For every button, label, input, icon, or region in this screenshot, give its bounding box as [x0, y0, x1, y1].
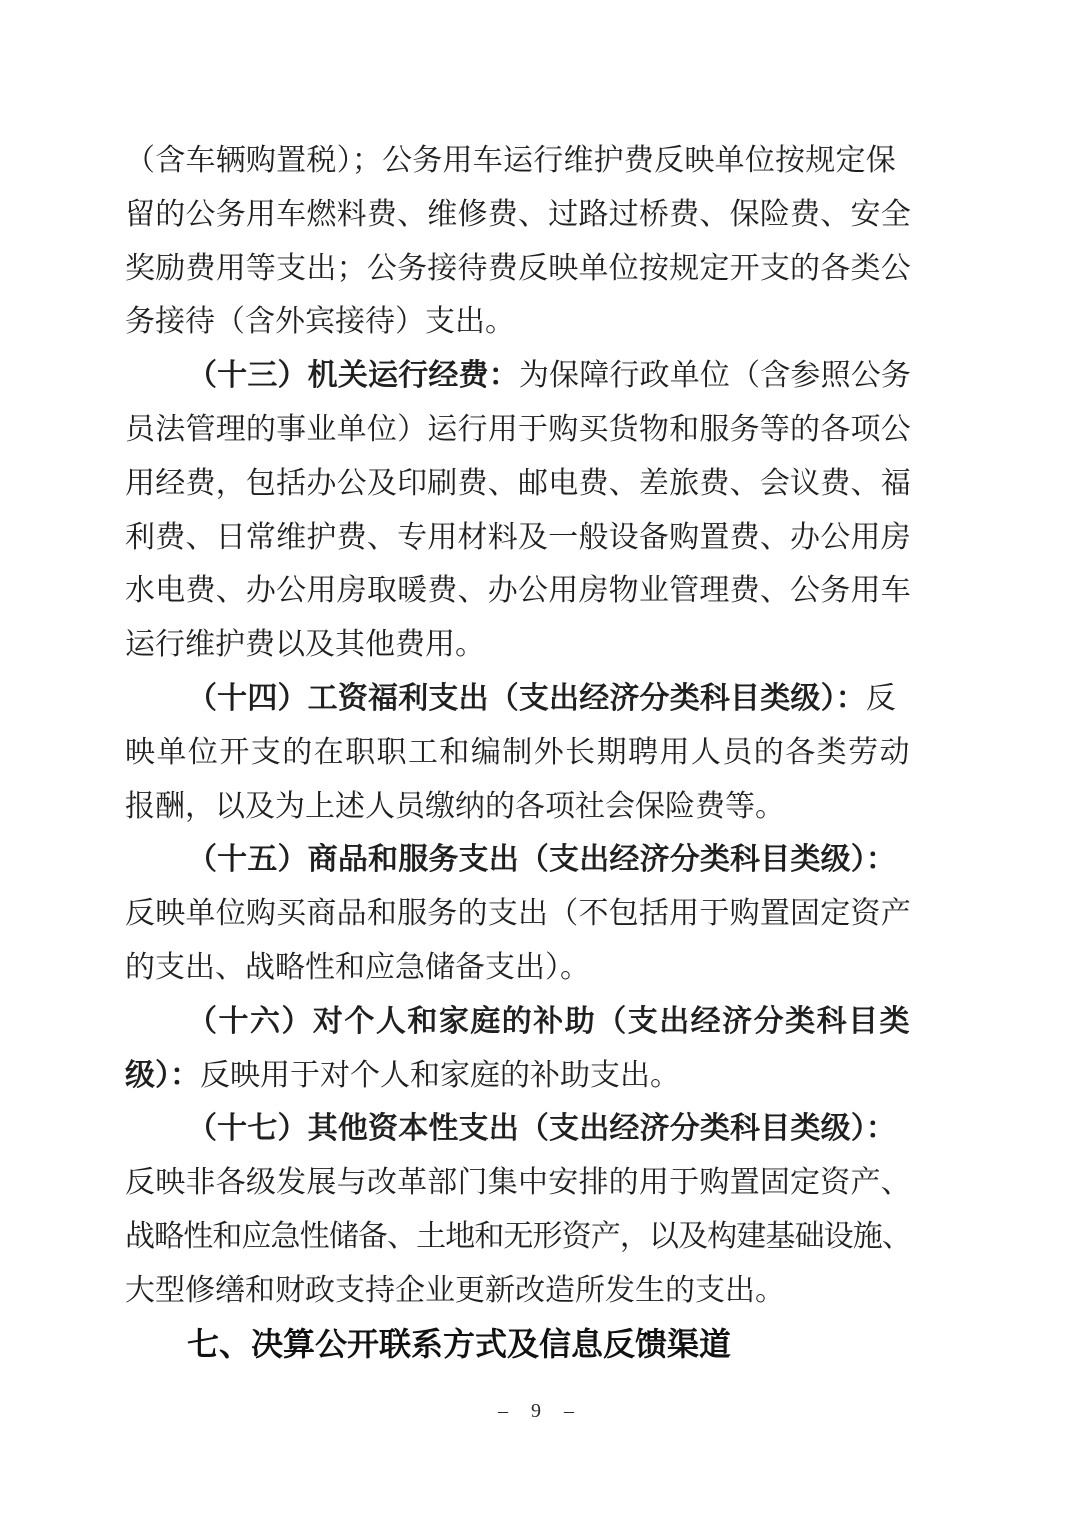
- body-text: 水电费、办公用房取暖费、办公用房物业管理费、公务用车: [125, 574, 911, 608]
- bold-lead-text: （十五）商品和服务支出（支出经济分类科目类级）：: [187, 843, 897, 877]
- body-text: 反: [865, 681, 897, 715]
- body-text: 留的公务用车燃料费、维修费、过路过桥费、保险费、安全: [125, 197, 911, 231]
- text-line: [125, 833, 911, 887]
- document-body: [125, 134, 911, 1318]
- text-line: [125, 726, 911, 780]
- body-text: 利费、日常维护费、专用材料及一般设备购置费、办公用房: [125, 520, 911, 554]
- text-line: [125, 457, 911, 511]
- body-text: 反映用于对个人和家庭的补助支出。: [200, 1058, 680, 1092]
- text-line: [125, 511, 911, 565]
- text-line: [125, 780, 911, 834]
- para-vehicle-and-reception-expenses-continued: [125, 134, 911, 349]
- body-text: 员法管理的事业单位）运行用于购买货物和服务等的各项公: [125, 412, 911, 446]
- para-13-agency-operating-funds: [125, 349, 911, 672]
- page-number: – 9 –: [498, 1400, 577, 1422]
- bold-lead-text: （十四）工资福利支出（支出经济分类科目类级）：: [187, 681, 866, 715]
- para-14-wage-and-welfare-expenditure: [125, 672, 911, 833]
- text-line: [125, 941, 911, 995]
- text-line: [125, 995, 911, 1049]
- body-text: 大型修缮和财政支持企业更新改造所发生的支出。: [125, 1273, 785, 1307]
- body-text: （含车辆购置税）；公务用车运行维护费反映单位按规定保: [125, 144, 896, 177]
- para-17-other-capital-expenditure: [125, 1102, 911, 1317]
- section-heading: 七、决算公开联系方式及信息反馈渠道: [187, 1325, 732, 1362]
- text-line: [125, 1156, 911, 1210]
- text-line: [125, 887, 911, 941]
- body-text: 运行维护费以及其他费用。: [125, 628, 485, 662]
- text-line: [125, 1049, 911, 1103]
- text-line: [125, 672, 911, 726]
- text-line: [125, 242, 911, 296]
- body-text: 奖励费用等支出；公务接待费反映单位按规定开支的各类公: [125, 251, 911, 285]
- body-text: 反映单位购买商品和服务的支出（不包括用于购置固定资产: [125, 897, 911, 931]
- text-line: [125, 1210, 911, 1264]
- bold-lead-text: （十七）其他资本性支出（支出经济分类科目类级）：: [187, 1112, 897, 1146]
- bold-lead-text: （十三）机关运行经费：: [187, 359, 519, 393]
- body-text: 报酬，以及为上述人员缴纳的各项社会保险费等。: [125, 789, 785, 823]
- text-line: [125, 295, 911, 349]
- text-line: [125, 1102, 911, 1156]
- body-text: 用经费，包括办公及印刷费、邮电费、差旅费、会议费、福: [125, 466, 911, 500]
- text-line: [125, 1264, 911, 1318]
- text-line: [125, 564, 911, 618]
- text-line: [125, 618, 911, 672]
- body-text: 战略性和应急性储备、土地和无形资产，以及构建基础设施、: [125, 1219, 911, 1253]
- para-16-subsidies-to-individuals-and-families: [125, 995, 911, 1103]
- text-line: [125, 349, 911, 403]
- text-line: [125, 134, 911, 188]
- bold-lead-text: 级）：: [125, 1058, 200, 1092]
- document-content: [125, 134, 911, 1371]
- para-15-goods-and-services-expenditure: [125, 833, 911, 994]
- body-text: 映单位开支的在职职工和编制外长期聘用人员的各类劳动: [125, 735, 911, 769]
- body-text: 为保障行政单位（含参照公务: [518, 359, 912, 393]
- text-line: [125, 403, 911, 457]
- body-text: 反映非各级发展与改革部门集中安排的用于购置固定资产、: [125, 1166, 911, 1200]
- body-text: 务接待（含外宾接待）支出。: [125, 305, 515, 339]
- body-text: 的支出、战略性和应急储备支出）。: [125, 950, 590, 984]
- bold-lead-text: （十六）对个人和家庭的补助（支出经济分类科目类: [187, 1004, 912, 1038]
- text-line: [125, 188, 911, 242]
